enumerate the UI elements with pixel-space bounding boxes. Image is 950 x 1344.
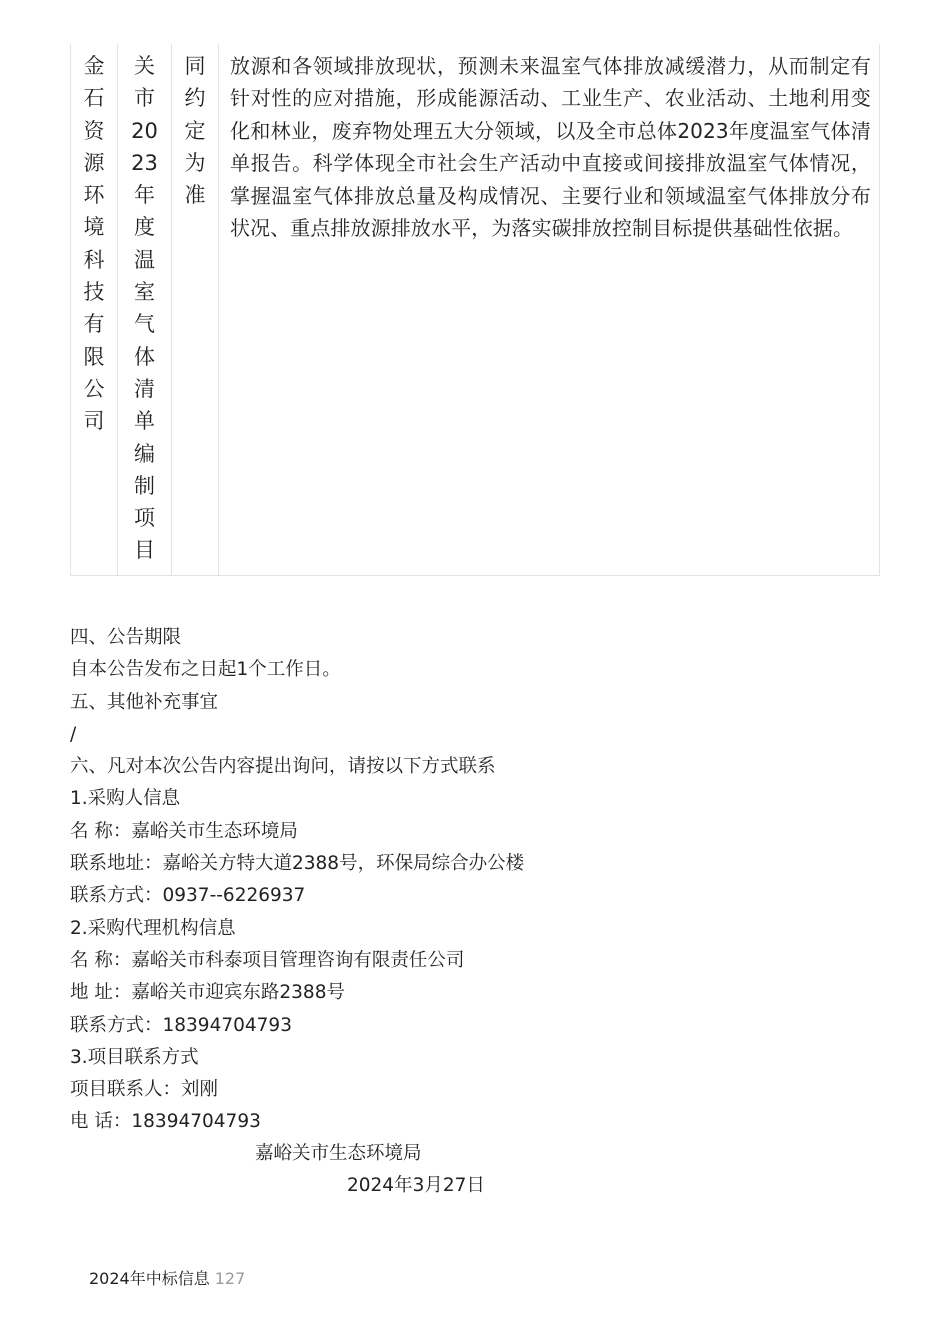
cell-char: 公 xyxy=(83,376,105,401)
signature-date: 2024年3月27日 xyxy=(347,1175,485,1196)
cell-char: 环 xyxy=(83,183,105,208)
cell-char: 科 xyxy=(83,247,105,272)
cell-char: 同 xyxy=(184,54,206,78)
cell-char: 源 xyxy=(83,150,105,175)
cell-char: 司 xyxy=(83,409,105,434)
announcement-body xyxy=(70,622,890,1139)
project-contact-heading: 3.项目联系方式 xyxy=(70,1046,199,1068)
cell-char: 约 xyxy=(184,86,206,111)
purchaser-name: 名 称：嘉峪关市生态环境局 xyxy=(70,820,298,842)
signature-org: 嘉峪关市生态环境局 xyxy=(255,1143,422,1164)
agency-address: 地 址：嘉峪关市迎宾东路2388号 xyxy=(70,982,345,1004)
other-matters-text: / xyxy=(70,723,77,745)
notice-period-text: 自本公告发布之日起1个工作日。 xyxy=(70,659,341,681)
award-table-fragment xyxy=(70,44,880,576)
agency-name: 名 称：嘉峪关市科泰项目管理咨询有限责任公司 xyxy=(70,949,465,971)
purchaser-phone: 联系方式：0937--6226937 xyxy=(70,885,306,907)
cell-char: 温 xyxy=(134,247,155,272)
cell-char: 清 xyxy=(134,376,155,401)
cell-char: 为 xyxy=(184,150,206,175)
purchaser-address: 联系地址：嘉峪关方特大道2388号，环保局综合办公楼 xyxy=(70,853,525,875)
project-name-cell xyxy=(118,44,172,575)
cell-char: 项 xyxy=(134,506,155,531)
project-content-cell: 放源和各领域排放现状，预测未来温室气体排放减缓潜力，从而制定有针对性的应对措施，形成能源活动、工业生产、农业活动、土地利用变化和林业，废弃物处理五大分领域，以及全市总体2023年度温室气体清单报告。科学体现全市社会生产活动中直接或间接排放温室气体情况，掌握温室气体排放总量及构成情况、主要行业和领域温室气体排放分布状况、重点排放源排放水平，为落实碳排放控制目标提供基础性依据。 xyxy=(230,54,871,241)
contact-heading: 六、凡对本次公告内容提出询问，请按以下方式联系 xyxy=(70,756,496,778)
cell-char: 金 xyxy=(83,54,105,78)
cell-char: 目 xyxy=(134,538,155,563)
cell-char: 定 xyxy=(184,118,206,143)
agency-phone: 联系方式：18394704793 xyxy=(70,1014,292,1036)
cell-char: 23 xyxy=(131,150,158,175)
cell-char: 度 xyxy=(134,215,155,240)
page-number: 127 xyxy=(214,1269,246,1288)
agency-heading: 2.采购代理机构信息 xyxy=(70,917,236,939)
cell-char: 石 xyxy=(83,86,105,111)
cell-char: 年 xyxy=(134,183,155,208)
project-contact-person: 项目联系人：刘刚 xyxy=(70,1079,219,1101)
cell-char: 限 xyxy=(83,344,105,369)
cell-char: 20 xyxy=(131,118,158,143)
cell-char: 制 xyxy=(134,473,155,498)
cell-char: 编 xyxy=(134,441,155,466)
cell-char: 气 xyxy=(134,312,155,337)
cell-char: 体 xyxy=(134,344,155,369)
cell-char: 准 xyxy=(184,183,206,208)
cell-char: 单 xyxy=(134,409,155,434)
contract-terms-cell xyxy=(172,44,219,575)
project-contact-phone: 电 话：18394704793 xyxy=(70,1111,261,1133)
footer-title: 2024年中标信息 xyxy=(89,1269,210,1288)
cell-char: 室 xyxy=(134,280,155,305)
purchaser-heading: 1.采购人信息 xyxy=(70,788,181,810)
other-matters-heading: 五、其他补充事宜 xyxy=(70,691,219,713)
notice-period-heading: 四、公告期限 xyxy=(70,627,182,648)
cell-char: 资 xyxy=(83,118,105,143)
cell-char: 有 xyxy=(83,312,105,337)
cell-char: 技 xyxy=(83,280,105,305)
page-footer xyxy=(89,1268,245,1290)
cell-char: 市 xyxy=(134,86,155,111)
cell-char: 境 xyxy=(83,215,105,240)
cell-char: 关 xyxy=(134,54,155,78)
supplier-name-cell xyxy=(71,44,118,575)
